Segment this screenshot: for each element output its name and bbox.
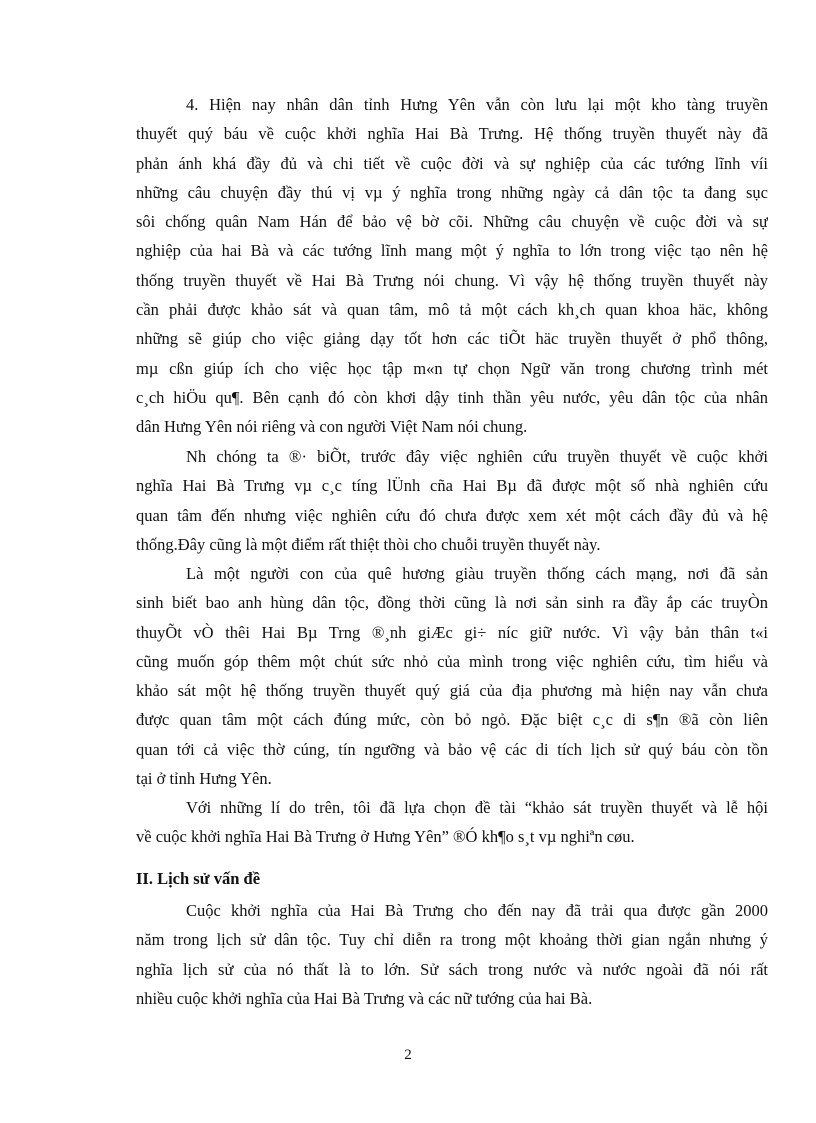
text-line: quan tới cả việc thờ cúng, tín ngưỡng và bảo vệ các di tích lịch sử quý báu còn tồn (136, 739, 768, 759)
text-line: quan tâm đến nhưng việc nghiên cứu đó chưa được xem xét một cách đầy đủ và hệ (136, 505, 768, 525)
text-line: dân Hưng Yên nói riêng và con người Việt Nam nói chung. (136, 417, 528, 437)
text-line: những sẽ giúp cho việc giảng dạy tốt hơn các tiÕt häc truyền thuyết ở phổ thông, (136, 329, 768, 349)
text-line: Với những lí do trên, tôi đã lựa chọn đề tài “khảo sát truyền thuyết và lễ hội (186, 798, 768, 817)
paragraph-author-motivation (136, 559, 768, 793)
text-line: sôi chống quân Nam Hán để bảo vệ bờ cõi. Những câu chuyện về cuộc đời và sự (136, 212, 768, 232)
text-line: nghĩa Hai Bà Trưng vµ c¸c tíng lÜnh cña Hai Bµ đã được một số nhà nghiên cứu (136, 476, 768, 496)
text-line: mµ cßn giúp ích cho việc học tập m«n tự chọn Ngữ văn trong chương trình mét (136, 358, 768, 378)
text-line: nghĩa lịch sử của nó thất là to lớn. Sử sách trong nước và nước ngoài đã nói rất (136, 959, 768, 979)
text-line: năm trong lịch sử dân tộc. Tuy chỉ diễn ra trong một khoảng thời gian ngắn nhưng ý (136, 930, 768, 950)
paragraph-legends-overview (136, 90, 768, 442)
text-line: nghiệp của hai Bà và các tướng lĩnh mang một ý nghĩa to lớn trong việc tạo nên hệ (136, 241, 768, 261)
text-line: tại ở tỉnh Hưng Yên. (136, 769, 272, 789)
text-line: nhiều cuộc khởi nghĩa của Hai Bà Trưng và các nữ tướng của hai Bà. (136, 988, 593, 1008)
paragraph-history-intro (136, 896, 768, 1013)
text-line: về cuộc khởi nghĩa Hai Bà Trưng ở Hưng Yên” ®Ó kh¶o s¸t vµ nghiªn cøu. (136, 827, 635, 847)
text-line: những câu chuyện đầy thú vị vµ ý nghĩa trong những ngày cả dân tộc ta đang sục (136, 182, 768, 202)
text-line: 4. Hiện nay nhân dân tỉnh Hưng Yên vẫn còn lưu lại một kho tàng truyền (186, 95, 768, 114)
text-line: phản ánh khá đầy đủ và chi tiết về cuộc đời và sự nghiệp của các tướng lĩnh víi (136, 153, 768, 173)
text-line: cũng muốn góp thêm một chút sức nhỏ của mình trong việc nghiên cứu, tìm hiểu và (136, 651, 768, 671)
text-line: Cuộc khởi nghĩa của Hai Bà Trưng cho đến nay đã trải qua được gần 2000 (186, 901, 768, 920)
text-line: Nh chóng ta ®· biÕt, trước đây việc nghiên cứu truyền thuyết về cuộc khởi (186, 447, 768, 466)
text-line: Là một người con của quê hương giàu truyền thống cách mạng, nơi đã sản (186, 564, 768, 583)
text-line: c¸ch hiÖu qu¶. Bên cạnh đó còn khơi dậy tinh thần yêu nước, yêu dân tộc của nhân (136, 387, 768, 407)
text-line: thuyÕt vÒ thêi Hai Bµ Trng ®¸nh giÆc gi÷ níc giữ nước. Vì vậy bản thân t«i (136, 622, 768, 642)
text-line: sinh biết bao anh hùng dân tộc, đồng thời cũng là nơi sản sinh ra đầy ắp các truyÒn (136, 593, 768, 613)
text-line: thuyết quý báu về cuộc khởi nghĩa Hai Bà Trưng. Hệ thống truyền thuyết này đã (136, 124, 768, 144)
text-line: khảo sát một hệ thống truyền thuyết quý giá của địa phương mà hiện nay vẫn chưa (136, 681, 768, 701)
text-line: thống truyền thuyết về Hai Bà Trưng nói chung. Vì vậy hệ thống truyền thuyết này (136, 270, 768, 290)
text-line: thống.Đây cũng là một điểm rất thiệt thòi cho chuỗi truyền thuyết này. (136, 534, 601, 554)
paragraph-prior-research (136, 442, 768, 559)
page-number: 2 (404, 1047, 412, 1063)
section-heading: II. Lịch sử vấn đề (136, 869, 261, 888)
text-line: được quan tâm một cách đúng mức, còn bỏ ngỏ. Đặc biệt c¸c di s¶n ®ã còn liên (136, 710, 768, 730)
text-line: cần phải được khảo sát và quan tâm, mô tả một cách kh¸ch quan khoa häc, không (136, 300, 768, 320)
paragraph-topic-choice (136, 793, 768, 852)
